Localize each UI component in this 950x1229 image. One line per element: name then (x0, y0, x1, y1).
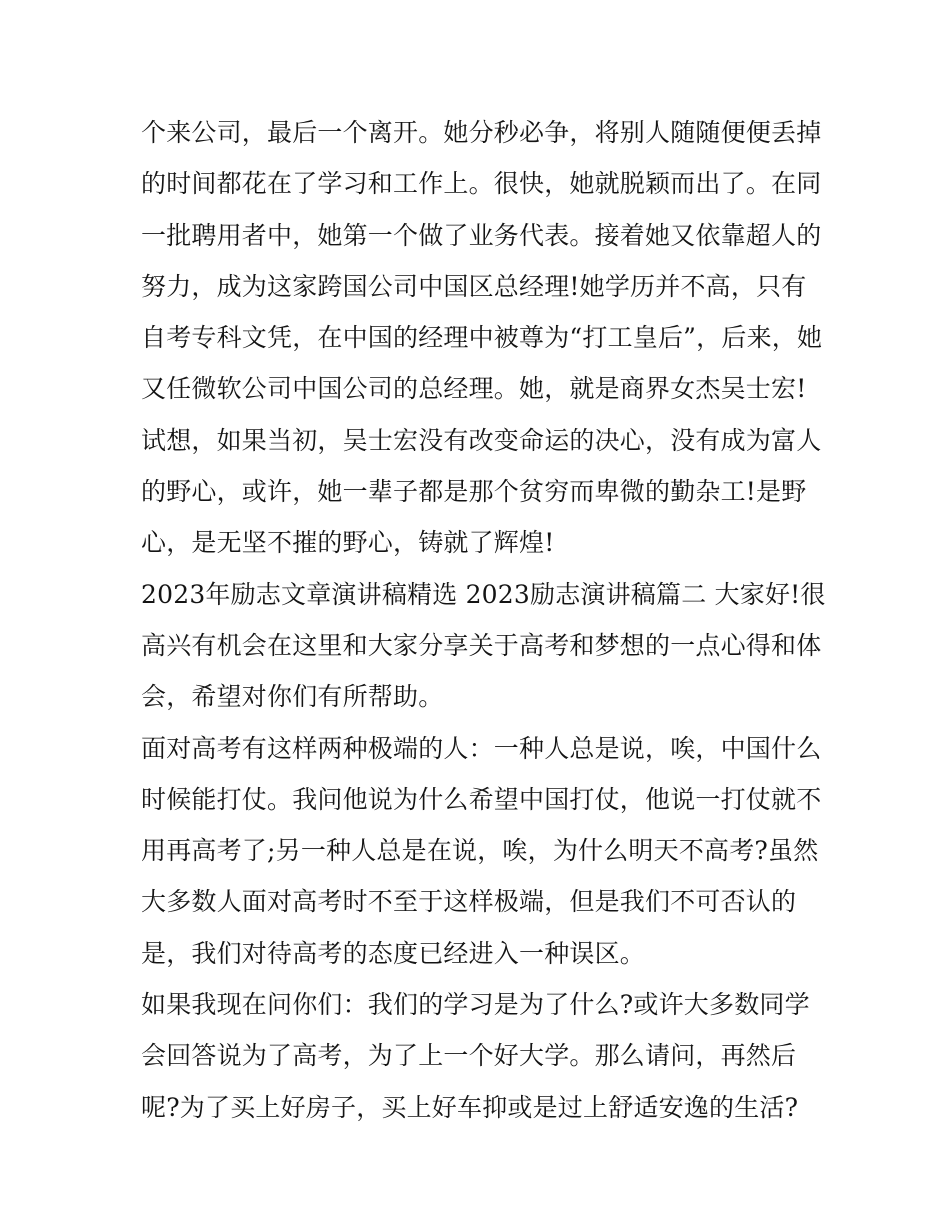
text-line: 面对高考有这样两种极端的人：一种人总是说，唉，中国什么 (141, 733, 822, 763)
text-line: 会回答说为了高考，为了上一个好大学。那么请问，再然后 (141, 1041, 797, 1071)
text-line: 会，希望对你们有所帮助。 (141, 682, 444, 712)
text-line: 高兴有机会在这里和大家分享关于高考和梦想的一点心得和体 (141, 630, 822, 660)
text-line: 一批聘用者中，她第一个做了业务代表。接着她又依靠超人的 (141, 220, 822, 250)
text-line: 试想，如果当初，吴士宏没有改变命运的决心，没有成为富人 (141, 425, 822, 455)
text-line: 是，我们对待高考的态度已经进入一种误区。 (141, 938, 646, 968)
text-line: 个来公司，最后一个离开。她分秒必争，将别人随随便便丢掉 (141, 118, 822, 147)
text-line: 时候能打仗。我问他说为什么希望中国打仗，他说一打仗就不 (141, 784, 822, 814)
text-line: 用再高考了;另一种人总是在说，唉，为什么明天不高考?虽然 (141, 836, 819, 866)
text-line: 又任微软公司中国公司的总经理。她，就是商界女杰吴士宏! (141, 374, 807, 404)
text-line: 2023年励志文章演讲稿精选 2023励志演讲稿篇二 大家好!很 (141, 579, 826, 609)
text-line: 的野心，或许，她一辈子都是那个贫穷而卑微的勤杂工!是野 (141, 477, 807, 507)
text-line: 努力，成为这家跨国公司中国区总经理!她学历并不高，只有 (141, 271, 807, 301)
text-line: 呢?为了买上好房子，买上好车抑或是过上舒适安逸的生活? (141, 1092, 799, 1122)
text-line: 如果我现在问你们：我们的学习是为了什么?或许大多数同学 (141, 990, 810, 1020)
text-line: 心，是无坚不摧的野心，铸就了辉煌! (141, 528, 555, 558)
body-text (141, 107, 826, 1133)
text-line: 自考专科文凭，在中国的经理中被尊为“打工皇后”，后来，她 (141, 323, 823, 353)
text-line: 大多数人面对高考时不至于这样极端，但是我们不可否认的 (141, 887, 797, 917)
text-line: 的时间都花在了学习和工作上。很快，她就脱颖而出了。在同 (141, 169, 822, 199)
